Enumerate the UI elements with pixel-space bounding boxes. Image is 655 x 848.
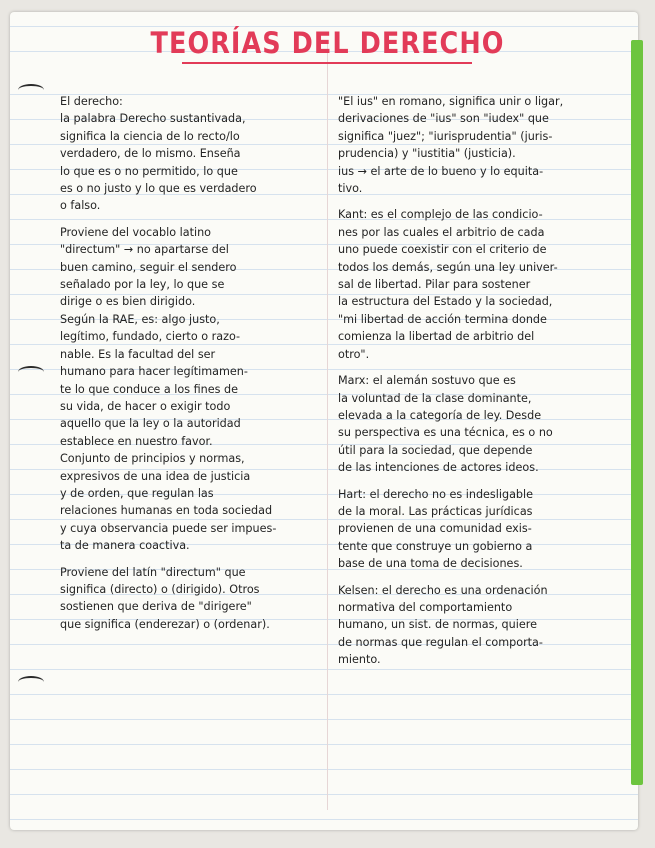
note-line: sostienen que deriva de "dirigere" <box>60 600 252 614</box>
note-line: la voluntad de la clase dominante, <box>338 391 532 405</box>
note-line: tente que construye un gobierno a <box>338 539 533 553</box>
note-line: Proviene del vocablo latino <box>60 225 212 239</box>
paragraph-gap <box>338 477 630 486</box>
note-line: Proviene del latín "directum" que <box>60 565 246 579</box>
note-line: dirige o es bien dirigido. <box>60 295 196 309</box>
note-line: El derecho: <box>60 95 123 108</box>
note-line: significa (directo) o (dirigido). Otros <box>60 582 260 596</box>
note-line: y cuya observancia puede ser impues- <box>60 521 277 535</box>
note-line: provienen de una comunidad exis- <box>338 522 532 536</box>
note-line: Conjunto de principios y normas, <box>60 452 245 466</box>
note-line: tivo. <box>338 182 363 196</box>
note-line: sal de libertad. Pilar para sostener <box>338 278 531 292</box>
note-line: humano, un sist. de normas, quiere <box>338 618 537 632</box>
note-line: legítimo, fundado, cierto o razo- <box>60 330 241 344</box>
note-line: expresivos de una idea de justicia <box>60 469 251 483</box>
note-line: la estructura del Estado y la sociedad, <box>338 295 553 309</box>
note-line: lo que es o no permitido, lo que <box>60 164 238 178</box>
note-line: significa "juez"; "iurisprudentia" (juris- <box>338 129 553 143</box>
binder-hole-mark <box>18 676 44 688</box>
note-line: de las intenciones de actores ideos. <box>338 461 539 475</box>
note-line: normativa del comportamiento <box>338 600 513 614</box>
note-line: ius → el arte de lo bueno y lo equita- <box>338 164 544 178</box>
note-line: señalado por la ley, lo que se <box>60 278 225 292</box>
note-line: o falso. <box>60 199 101 213</box>
note-line: "El ius" en romano, significa unir o ligar, <box>338 95 564 108</box>
note-line: prudencia) y "iustitia" (justicia). <box>338 147 516 161</box>
note-line: significa la ciencia de lo recto/lo <box>60 129 240 143</box>
paragraph-gap <box>338 197 630 206</box>
note-line: otro". <box>338 347 370 361</box>
note-line: base de una toma de decisiones. <box>338 557 523 571</box>
note-line: miento. <box>338 653 381 667</box>
note-line: aquello que la ley o la autoridad <box>60 417 241 431</box>
note-line: la palabra Derecho sustantivada, <box>60 112 246 126</box>
note-line: nes por las cuales el arbitrio de cada <box>338 225 545 239</box>
note-line: de la moral. Las prácticas jurídicas <box>338 504 533 518</box>
green-margin-bar <box>631 40 643 785</box>
note-line: Kant: es el complejo de las condicio- <box>338 208 543 222</box>
note-line: todos los demás, según una ley univer- <box>338 260 558 274</box>
note-line: Según la RAE, es: algo justo, <box>60 312 220 326</box>
note-line: Hart: el derecho no es indesligable <box>338 487 534 501</box>
note-line: Marx: el alemán sostuvo que es <box>338 374 516 388</box>
note-line: su perspectiva es una técnica, es o no <box>338 426 553 440</box>
note-line: útil para la sociedad, que depende <box>338 443 533 457</box>
note-line: es o no justo y lo que es verdadero <box>60 182 257 196</box>
note-line: "mi libertad de acción termina donde <box>338 312 547 326</box>
note-line: derivaciones de "ius" son "iudex" que <box>338 112 549 126</box>
title-underline <box>182 62 472 64</box>
right-notes-column <box>338 93 630 669</box>
note-line: establece en nuestro favor. <box>60 434 213 448</box>
note-line: comienza la libertad de arbitrio del <box>338 330 535 344</box>
note-line: elevada a la categoría de ley. Desde <box>338 408 542 422</box>
note-line: ta de manera coactiva. <box>60 539 190 553</box>
note-line: uno puede coexistir con el criterio de <box>338 243 547 257</box>
note-line: de normas que regulan el comporta- <box>338 635 543 649</box>
note-line: nable. Es la facultad del ser <box>60 347 216 361</box>
note-line: Kelsen: el derecho es una ordenación <box>338 583 548 597</box>
paragraph-gap <box>60 215 335 224</box>
paragraph-gap <box>338 573 630 582</box>
paragraph-gap <box>338 363 630 372</box>
page-title: TEORÍAS DEL DERECHO <box>150 26 505 60</box>
note-line: relaciones humanas en toda sociedad <box>60 504 273 518</box>
binder-hole-mark <box>18 84 44 96</box>
paragraph-gap <box>60 555 335 564</box>
note-line: y de orden, que regulan las <box>60 486 214 500</box>
note-line: buen camino, seguir el sendero <box>60 260 237 274</box>
note-line: verdadero, de lo mismo. Enseña <box>60 147 241 161</box>
note-line: te lo que conduce a los fines de <box>60 382 238 396</box>
note-line: su vida, de hacer o exigir todo <box>60 399 231 413</box>
note-line: "directum" → no apartarse del <box>60 243 229 257</box>
note-line: que significa (enderezar) o (ordenar). <box>60 617 270 631</box>
left-notes-column <box>60 93 335 633</box>
note-line: humano para hacer legítimamen- <box>60 365 248 379</box>
binder-hole-mark <box>18 366 44 378</box>
